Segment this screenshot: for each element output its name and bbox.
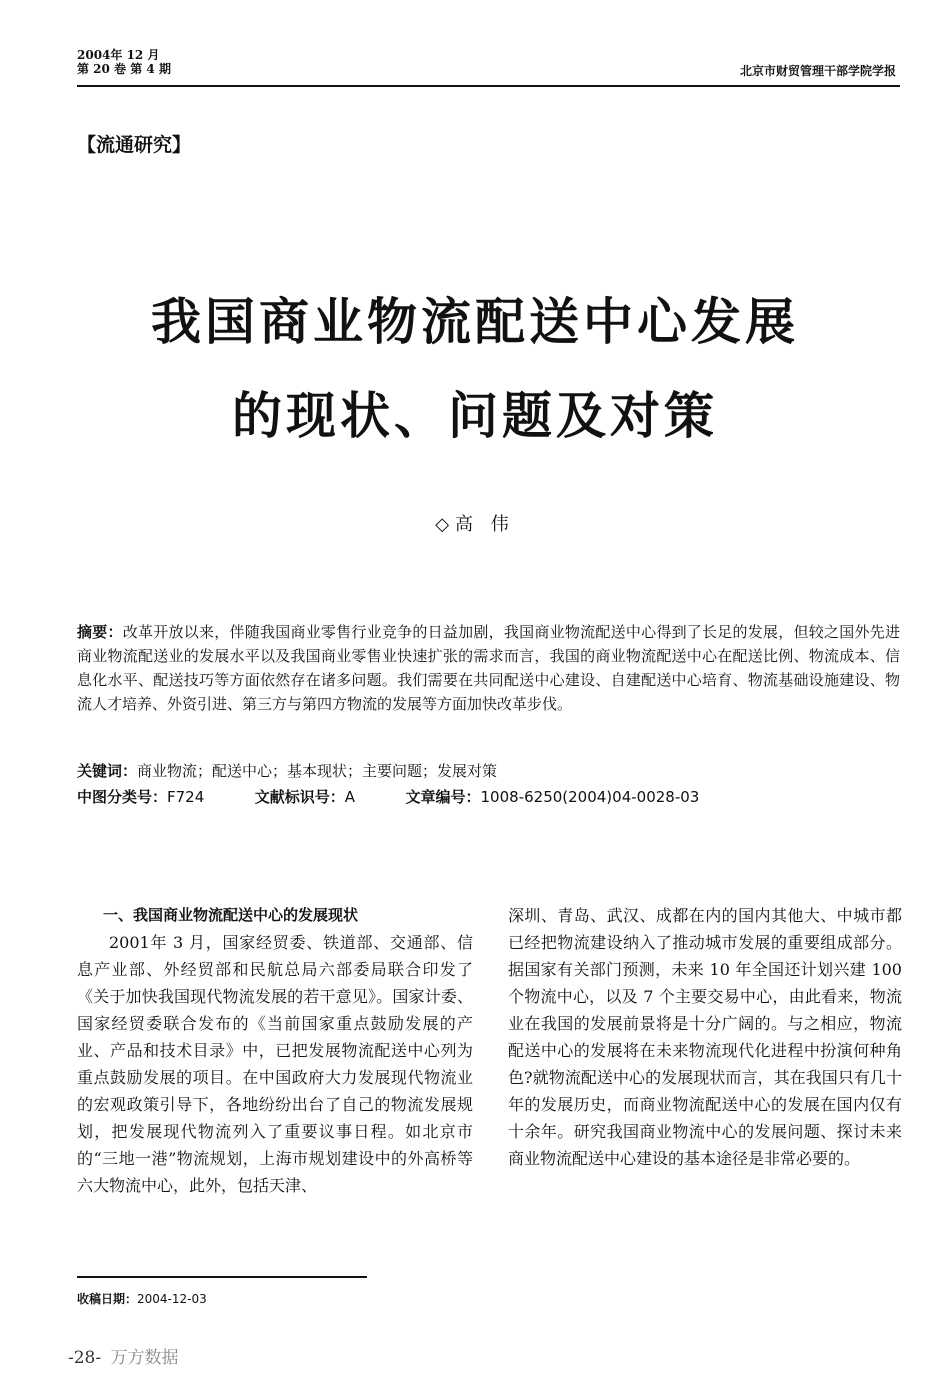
abstract-label: 摘要： (77, 623, 123, 641)
section-heading: 一、我国商业物流配送中心的发展现状 (103, 906, 359, 924)
article-title-line-1: 我国商业物流配送中心发展 (151, 293, 799, 351)
footnote (77, 1290, 207, 1307)
journal-name: 北京市财贸管理干部学院学报 (739, 64, 896, 78)
running-header-left (77, 48, 171, 76)
article-no-label: 文章编号： (405, 788, 481, 806)
abstract-text: 改革开放以来，伴随我国商业零售行业竞争的日益加剧，我国商业物流配送中心得到了长足的发展，但较之国外先进商业物流配送业的发展水平以及我国商业零售业快速扩张的需求而言，我国的商业物流配送中心在配送比例、物流成本、信息化水平、配送技巧等方面依然存在诸多问题。我们需要在共同配送中心建设、自建配送中心培育、物流基础设施建设、物流人才培养、外资引进、第三方与第四方物流的发展等方面加快改革步伐。 (77, 623, 900, 713)
header-rule (77, 85, 900, 87)
received-date-value: 2004-12-03 (137, 1292, 207, 1306)
article-title-line-2: 的现状、问题及对策 (232, 387, 718, 445)
body-column-left (77, 902, 473, 1199)
clc-label: 中图分类号： (77, 788, 168, 806)
volume-issue: 第 20 卷 第 4 期 (77, 62, 171, 76)
article-no-value: 1008-6250(2004)04-0028-03 (480, 788, 700, 806)
body-paragraph: 2001年 3 月，国家经贸委、铁道部、交通部、信息产业部、外经贸部和民航总局六部委局联合印发了《关于加快我国现代物流发展的若干意见》。国家计委、国家经贸委联合发布的《当前国家重点鼓励发展的产业、产品和技术目录》中，已把发展物流配送中心列为重点鼓励发展的项目。在中国政府大力发展现代物流业的宏观政策引导下，各地纷纷出台了自己的物流发展规划，把发展现代物流列入了重要议事日程。如北京市的“三地一港”物流规划，上海市规划建设中的外高桥等六大物流中心，此外，包括天津、 (77, 933, 473, 1195)
body-paragraph-continued: 深圳、青岛、武汉、成都在内的国内其他大、中城市都已经把物流建设纳入了推动城市发展的重要组成部分。据国家有关部门预测，未来 10 年全国还计划兴建 100 个物流中心，以及 7 个主要交易中心，由此看来，物流业在我国的发展前景将是十分广阔的。与之相应，物流配送中心的发展将在未来物流现代化进程中扮演何种角色?就物流配送中心的发展现状而言，其在我国只有几十年的发展历史，而商业物流配送中心的发展在国内仅有十余年。研究我国商业物流中心的发展问题、探讨未来商业物流配送中心建设的基本途径是非常必要的。 (508, 906, 902, 1168)
keywords (77, 760, 497, 781)
classification-line (77, 786, 699, 807)
issue-date: 2004年 12 月 (77, 48, 160, 62)
section-tag: 【流通研究】 (77, 134, 192, 156)
body-column-right (508, 902, 902, 1172)
page-number-text: -28- (68, 1348, 102, 1368)
footnote-rule (77, 1276, 367, 1278)
page-number (68, 1343, 179, 1368)
doc-code-label: 文献标识号： (254, 788, 345, 806)
abstract (77, 620, 900, 716)
author: ◇高 伟 (435, 514, 515, 535)
clc-value: F724 (167, 788, 205, 806)
doc-code-value: A (344, 788, 356, 806)
watermark: 万方数据 (110, 1348, 179, 1368)
keywords-label: 关键词： (77, 762, 138, 780)
keywords-text: 商业物流；配送中心；基本现状；主要问题；发展对策 (137, 762, 498, 780)
received-date-label: 收稿日期： (77, 1292, 138, 1306)
